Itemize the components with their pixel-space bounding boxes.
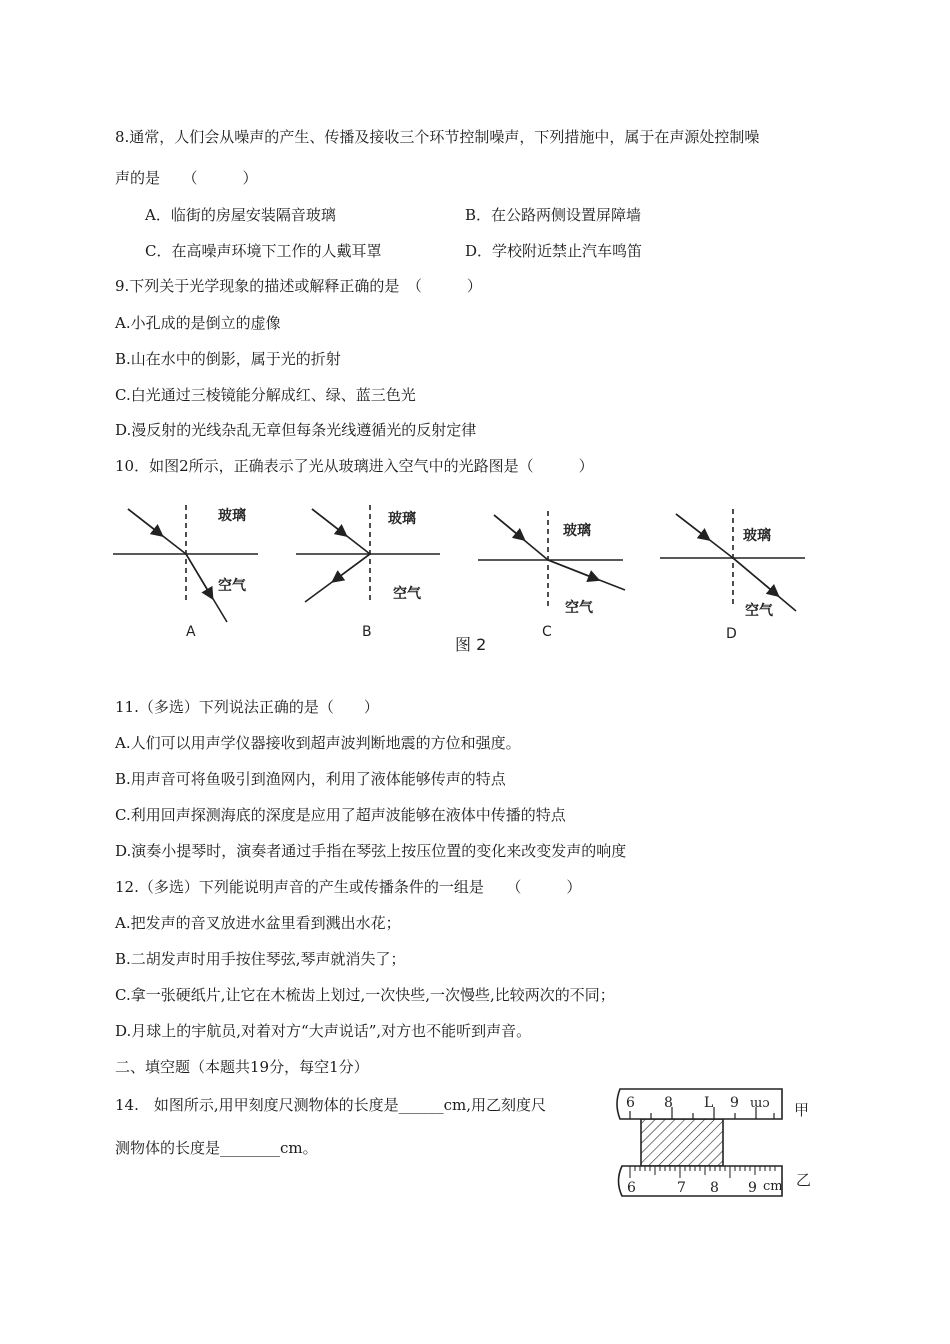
panel-c-diagram bbox=[478, 511, 625, 607]
ruler-yi-unit: cm bbox=[763, 1179, 783, 1194]
q11-option-b: B.用声音可将鱼吸引到渔网内，利用了液体能够传声的特点 bbox=[115, 770, 506, 788]
q12-option-b: B.二胡发声时用手按住琴弦,琴声就消失了； bbox=[115, 950, 406, 968]
panel-d-glass-label: 玻璃 bbox=[743, 528, 771, 544]
ruler-figure bbox=[610, 1085, 830, 1205]
q10-stem: 10．如图2所示，正确表示了光从玻璃进入空气中的光路图是（ ） bbox=[115, 457, 594, 475]
q12-option-d: D.月球上的宇航员,对着对方“大声说话”,对方也不能听到声音。 bbox=[115, 1022, 532, 1040]
q9-stem: 9.下列关于光学现象的描述或解释正确的是 （ ） bbox=[115, 277, 482, 295]
q14-stem-line1: 14. 如图所示,用甲刻度尺测物体的长度是______cm,用乙刻度尺 bbox=[115, 1096, 547, 1114]
q11-option-c: C.利用回声探测海底的深度是应用了超声波能够在液体中传播的特点 bbox=[115, 806, 566, 824]
panel-a-letter: A bbox=[186, 624, 196, 640]
ruler-jia-num-9: 9 bbox=[730, 1095, 739, 1111]
panel-b-air-label: 空气 bbox=[393, 586, 421, 602]
q9-option-c: C.白光通过三棱镜能分解成红、绿、蓝三色光 bbox=[115, 386, 416, 404]
q8-option-b: B．在公路两侧设置屏障墙 bbox=[465, 206, 642, 224]
q8-option-a: A．临街的房屋安装隔音玻璃 bbox=[145, 206, 336, 224]
ruler-jia-num-6: 6 bbox=[626, 1095, 635, 1111]
ruler-jia-num-l: L bbox=[704, 1095, 714, 1111]
q14-stem-line2: 测物体的长度是________cm。 bbox=[115, 1139, 318, 1157]
panel-b-glass-label: 玻璃 bbox=[388, 511, 416, 527]
panel-d-air-label: 空气 bbox=[745, 603, 773, 619]
ruler-yi-num-8: 8 bbox=[710, 1180, 719, 1196]
label-yi: 乙 bbox=[796, 1171, 812, 1189]
q11-stem: 11.（多选）下列说法正确的是（ ） bbox=[115, 698, 379, 716]
ruler-yi bbox=[619, 1166, 783, 1196]
panel-c-letter: C bbox=[542, 624, 552, 640]
q9-option-a: A.小孔成的是倒立的虚像 bbox=[115, 314, 281, 332]
q8-stem-line2: 声的是 （ ） bbox=[115, 169, 258, 187]
panel-b-letter: B bbox=[362, 624, 372, 640]
q8-stem-line1: 8.通常，人们会从噪声的产生、传播及接收三个环节控制噪声，下列措施中，属于在声源处控制噪 bbox=[115, 128, 760, 146]
panel-d-letter: D bbox=[726, 626, 737, 642]
panel-d-diagram bbox=[660, 509, 805, 611]
measured-object bbox=[641, 1119, 723, 1166]
section-2-title: 二、填空题（本题共19分，每空1分） bbox=[115, 1058, 369, 1076]
ruler-jia-unit: ɯɔ bbox=[750, 1096, 770, 1111]
ruler-yi-num-6: 6 bbox=[627, 1180, 636, 1196]
q12-stem: 12.（多选）下列能说明声音的产生或传播条件的一组是 （ ） bbox=[115, 878, 582, 896]
panel-a-glass-label: 玻璃 bbox=[218, 508, 246, 524]
q12-option-c: C.拿一张硬纸片,让它在木梳齿上划过,一次快些,一次慢些,比较两次的不同； bbox=[115, 986, 615, 1004]
q11-option-a: A.人们可以用声学仪器接收到超声波判断地震的方位和强度。 bbox=[115, 734, 521, 752]
q9-option-d: D.漫反射的光线杂乱无章但每条光线遵循光的反射定律 bbox=[115, 421, 477, 439]
panel-a-air-label: 空气 bbox=[218, 578, 246, 594]
q12-option-a: A.把发声的音叉放进水盆里看到溅出水花； bbox=[115, 914, 401, 932]
panel-c-air-label: 空气 bbox=[565, 600, 593, 616]
label-jia: 甲 bbox=[794, 1101, 810, 1119]
ruler-jia-num-8: 8 bbox=[664, 1095, 673, 1111]
ruler-yi-num-7: 7 bbox=[677, 1180, 686, 1196]
refraction-figure bbox=[0, 495, 950, 660]
panel-c-glass-label: 玻璃 bbox=[563, 523, 591, 539]
q8-option-c: C．在高噪声环境下工作的人戴耳罩 bbox=[145, 242, 382, 260]
q11-option-d: D.演奏小提琴时，演奏者通过手指在琴弦上按压位置的变化来改变发声的响度 bbox=[115, 842, 627, 860]
q8-option-d: D．学校附近禁止汽车鸣笛 bbox=[465, 242, 643, 260]
ruler-yi-num-9: 9 bbox=[748, 1180, 757, 1196]
q9-option-b: B.山在水中的倒影，属于光的折射 bbox=[115, 350, 341, 368]
figure-2-caption: 图 2 bbox=[455, 635, 487, 654]
